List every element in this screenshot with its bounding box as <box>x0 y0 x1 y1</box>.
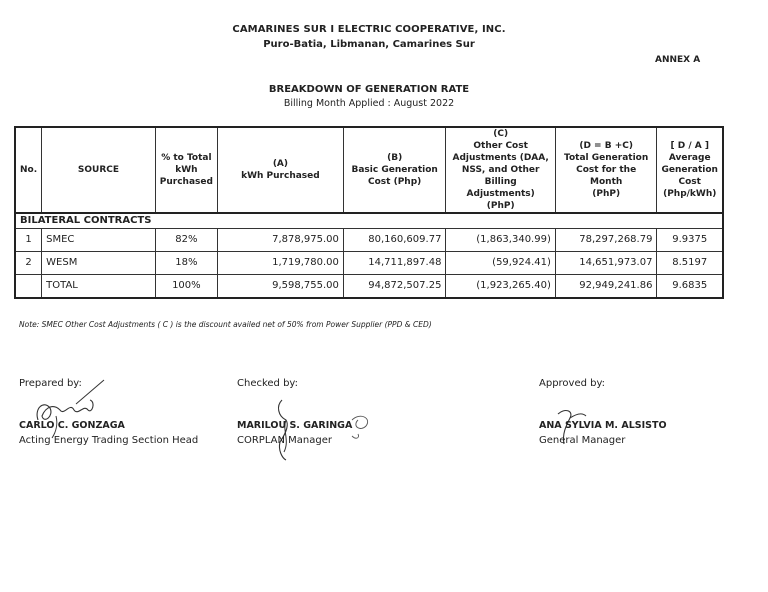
total-pct: 100% <box>155 275 217 299</box>
table-note: Note: SMEC Other Cost Adjustments ( C ) is the discount availed net of 50% from Power Supplier (PPD & CED) <box>19 320 432 329</box>
document-title: BREAKDOWN OF GENERATION RATE <box>268 84 470 95</box>
section-label: BILATERAL CONTRACTS <box>15 213 723 229</box>
company-name: CAMARINES SUR I ELECTRIC COOPERATIVE, INC. <box>232 24 506 35</box>
cell-source: SMEC <box>42 229 156 252</box>
cell-other-cost: (1,863,340.99) <box>446 229 555 252</box>
total-other-cost: (1,923,265.40) <box>446 275 555 299</box>
cell-basic-cost: 14,711,897.48 <box>343 252 446 275</box>
total-total-cost: 92,949,241.86 <box>555 275 657 299</box>
total-average-cost: 9.6835 <box>657 275 723 299</box>
prepared-signature <box>30 380 110 440</box>
cell-pct: 82% <box>155 229 217 252</box>
cell-kwh: 1,719,780.00 <box>217 252 343 275</box>
checked-by-label: Checked by: <box>237 378 298 389</box>
company-address: Puro-Batia, Libmanan, Camarines Sur <box>263 39 475 50</box>
cell-basic-cost: 80,160,609.77 <box>343 229 446 252</box>
annex-label: ANNEX A <box>655 55 701 65</box>
checked-by-name: MARILOU S. GARINGA <box>237 420 353 431</box>
prepared-by-label: Prepared by: <box>19 378 82 389</box>
table-row <box>15 252 723 275</box>
section-row <box>15 213 723 229</box>
cell-average-cost: 8.5197 <box>657 252 723 275</box>
cell-no <box>15 275 42 299</box>
approved-by-name: ANA SYLVIA M. ALSISTO <box>539 420 667 431</box>
cell-kwh: 7,878,975.00 <box>217 229 343 252</box>
header-no: No. <box>15 127 42 213</box>
cell-no: 2 <box>15 252 42 275</box>
header-kwh: (A) kWh Purchased <box>217 127 343 213</box>
cell-no: 1 <box>15 229 42 252</box>
cell-average-cost: 9.9375 <box>657 229 723 252</box>
cell-source: WESM <box>42 252 156 275</box>
billing-month: Billing Month Applied : August 2022 <box>283 98 455 109</box>
table-header-row <box>15 127 723 213</box>
prepared-by-position: Acting Energy Trading Section Head <box>19 435 199 446</box>
header-basic-cost: (B) Basic Generation Cost (Php) <box>343 127 446 213</box>
total-kwh: 9,598,755.00 <box>217 275 343 299</box>
cell-total-cost: 78,297,268.79 <box>555 229 657 252</box>
total-row <box>15 275 723 299</box>
generation-rate-table <box>14 126 724 299</box>
approved-by-position: General Manager <box>539 435 626 446</box>
header-source: SOURCE <box>42 127 156 213</box>
header-other-cost: (C) Other Cost Adjustments (DAA, NSS, and Other Billing Adjustments) (PhP) <box>446 127 555 213</box>
total-basic-cost: 94,872,507.25 <box>343 275 446 299</box>
approved-by-label: Approved by: <box>539 378 606 389</box>
cell-other-cost: (59,924.41) <box>446 252 555 275</box>
prepared-by-name: CARLO C. GONZAGA <box>19 420 125 431</box>
cell-total-cost: 14,651,973.07 <box>555 252 657 275</box>
header-average-cost: [ D / A ] Average Generation Cost (Php/kWh) <box>657 127 723 213</box>
checked-by-position: CORPLAN Manager <box>237 435 332 446</box>
header-total-cost: (D = B +C) Total Generation Cost for the Month (PhP) <box>555 127 657 213</box>
header-pct: % to Total kWh Purchased <box>155 127 217 213</box>
cell-pct: 18% <box>155 252 217 275</box>
total-label: TOTAL <box>42 275 156 299</box>
table-row <box>15 229 723 252</box>
